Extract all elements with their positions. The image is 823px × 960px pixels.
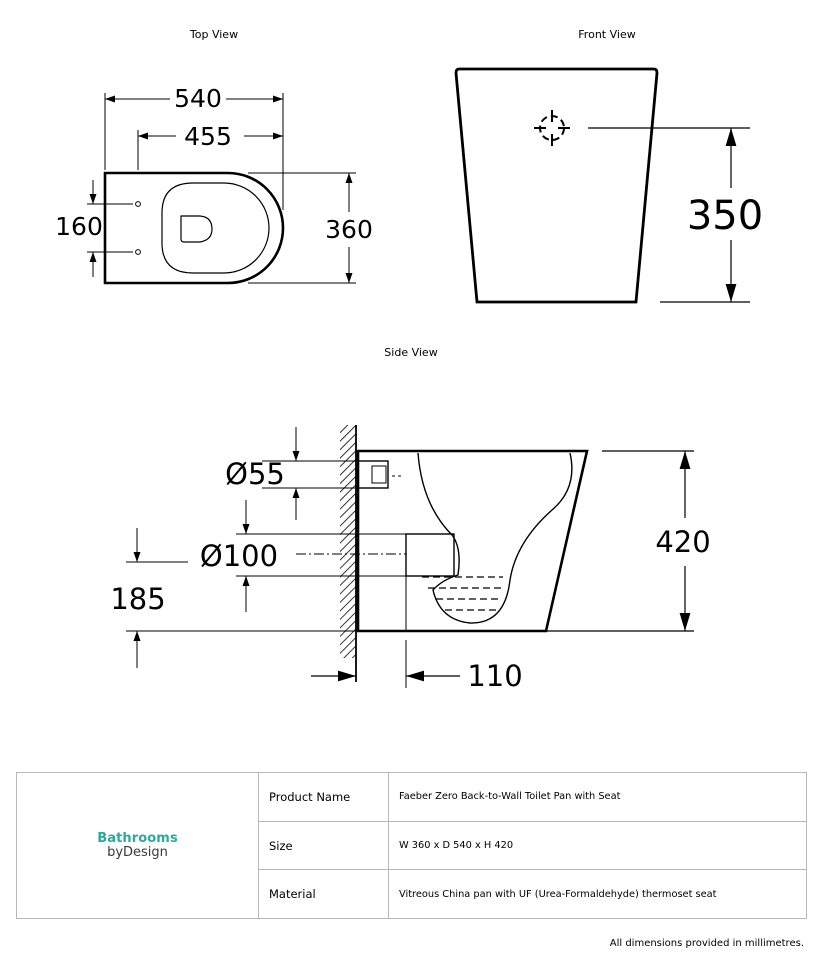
dim-top-360: 360 <box>325 215 373 244</box>
brand-logo-line2: byDesign <box>107 844 168 860</box>
side-view-title: Side View <box>384 346 438 359</box>
spec-value: W 360 x D 540 x H 420 <box>399 840 514 851</box>
side-view-outlet <box>406 534 454 576</box>
side-view-wall-hatch <box>340 425 356 658</box>
spec-row-product-name <box>259 773 806 822</box>
top-view-title: Top View <box>189 28 239 41</box>
dim-side-185: 185 <box>110 582 166 616</box>
dim-top-455: 455 <box>184 122 232 151</box>
spec-label: Material <box>259 870 389 918</box>
spec-value: Faeber Zero Back-to-Wall Toilet Pan with Seat <box>399 791 621 803</box>
top-view-seat-outline <box>162 183 269 273</box>
dim-side-55: Ø55 <box>225 457 285 491</box>
front-view <box>456 28 763 302</box>
side-view-pan-outline <box>358 451 587 631</box>
top-view-bolt-hole-upper <box>136 202 141 207</box>
dim-side-100: Ø100 <box>199 539 279 573</box>
front-view-title: Front View <box>578 28 636 41</box>
side-view-bowl-interior <box>418 453 572 623</box>
dim-front-350: 350 <box>686 193 764 239</box>
brand-logo-line1: Bathrooms <box>97 830 178 846</box>
spec-value: Vitreous China pan with UF (Urea-Formaldehyde) thermoset seat <box>399 888 717 900</box>
front-view-inlet-symbol <box>534 110 570 146</box>
side-view <box>110 346 710 693</box>
dim-side-420: 420 <box>655 525 711 559</box>
brand-logo <box>17 773 259 918</box>
spec-label: Product Name <box>259 773 389 821</box>
spec-row-size <box>259 822 806 871</box>
spec-row-material <box>259 870 806 918</box>
dim-top-160: 160 <box>55 212 103 241</box>
dim-top-540: 540 <box>174 84 222 113</box>
top-view-pan-outline <box>105 173 283 283</box>
spec-label: Size <box>259 822 389 870</box>
top-view-bolt-hole-lower <box>136 250 141 255</box>
dim-side-110: 110 <box>467 659 523 693</box>
top-view-bowl-opening <box>181 216 212 242</box>
side-view-inlet-spigot <box>358 461 388 488</box>
top-view <box>55 28 373 283</box>
product-spec-table <box>16 772 807 919</box>
front-view-pan-outline <box>456 69 657 302</box>
dimensions-footnote: All dimensions provided in millimetres. <box>609 938 804 949</box>
